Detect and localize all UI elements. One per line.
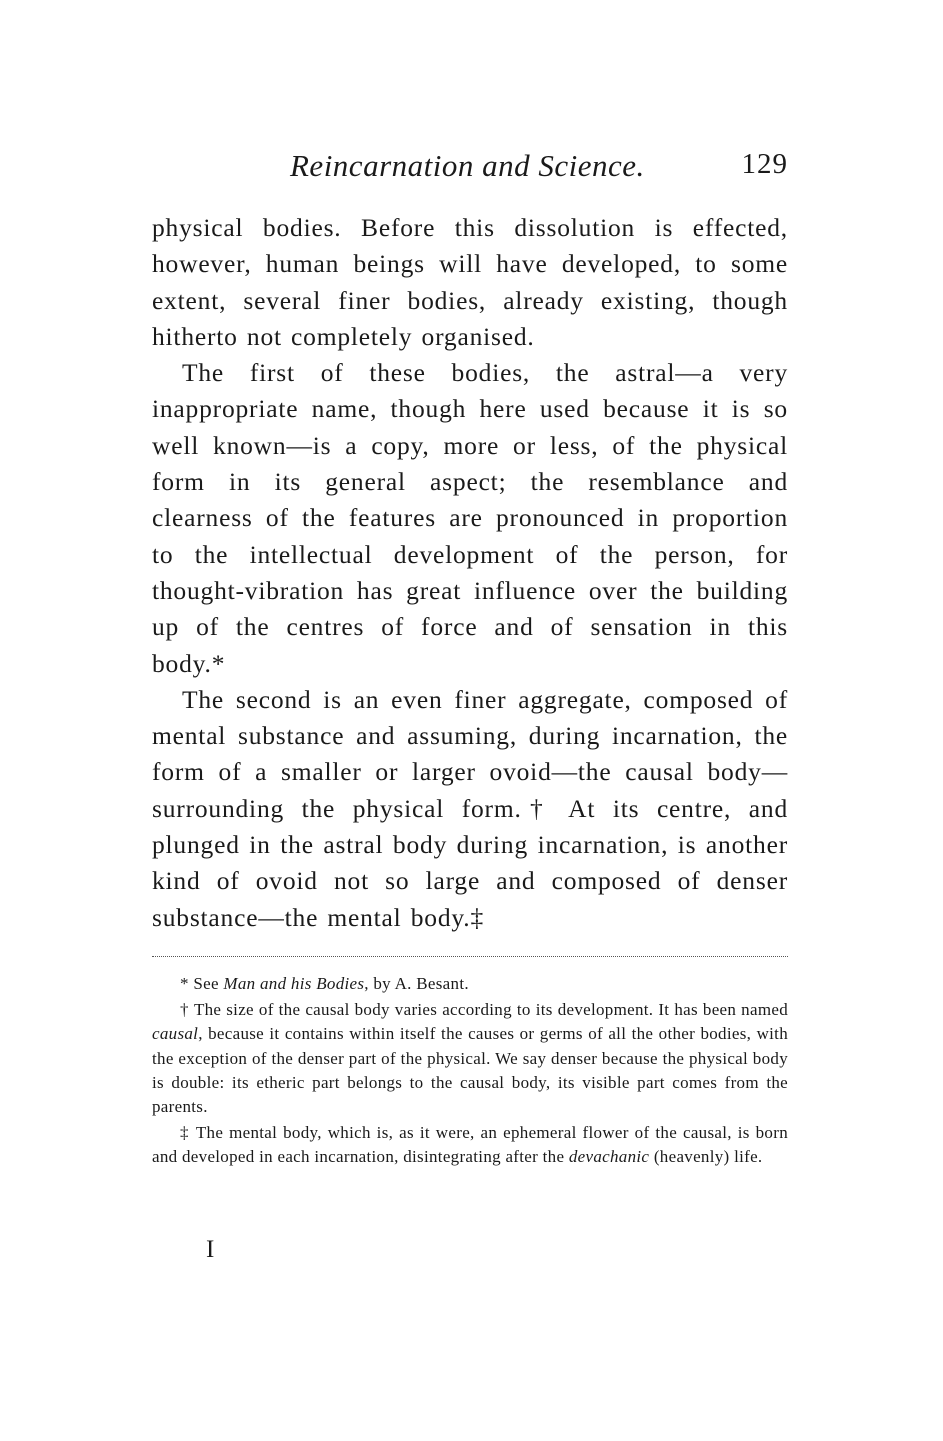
footnotes	[152, 972, 788, 1170]
paragraph-2: The first of these bodies, the astral—a very inappropriate name, though here used because it is so well known—is a copy, more or less, of the physical form in its general aspect; the resemblance and clearness of the features are pronounced in proportion to the intellectual development of the person, for thought-vibration has great influence over the building up of the centres of force and of sensation in this body.*	[152, 358, 788, 678]
footnote-double-dagger	[152, 1121, 788, 1169]
footnote-text: ‡ The mental body, which is, as it were, an ephemeral flower of the causal, is born and developed in each incarnation, disintegrating after the	[152, 1123, 788, 1167]
footnote-italic: Man and his Bodies	[223, 974, 365, 993]
footnote-italic: devachanic	[568, 1147, 650, 1167]
running-title: Reincarnation and Science.	[290, 148, 645, 183]
footnote-text: (heavenly) life.	[649, 1147, 763, 1167]
footnote-text: † The size of the causal body varies according to its development. It has been named	[180, 1000, 788, 1020]
footnote-italic: causal	[152, 1024, 199, 1044]
running-head	[152, 148, 788, 188]
footnote-text: , by A. Besant.	[364, 974, 469, 993]
footnote-text: * See	[180, 974, 224, 993]
page-number: 129	[741, 148, 788, 180]
paragraph-1: physical bodies. Before this dissolution is effected, however, human beings will have developed, to some extent, several finer bodies, already existing, though hitherto not completely organised.	[152, 213, 788, 351]
footnote-dagger	[152, 998, 788, 1119]
paragraph-3: The second is an even finer aggregate, composed of mental substance and assuming, during incarnation, the form of a smaller or larger ovoid—the causal body—surrounding the physical form.† At its centre, and plunged in the astral body during incarnation, is another kind of ovoid not so large and composed of denser substance—the mental body.‡	[152, 684, 788, 932]
footnote-divider	[152, 956, 788, 957]
signature-mark: I	[206, 1236, 215, 1263]
footnote-text: , because it contains within itself the causes or germs of all the other bodies, with the exception of the denser part of the physical. We say denser because the physical body is double: its etheric part belongs to the causal body, its visible part comes from the parents.	[152, 1024, 788, 1117]
body-text	[152, 210, 788, 936]
footnote-asterisk	[152, 972, 788, 996]
